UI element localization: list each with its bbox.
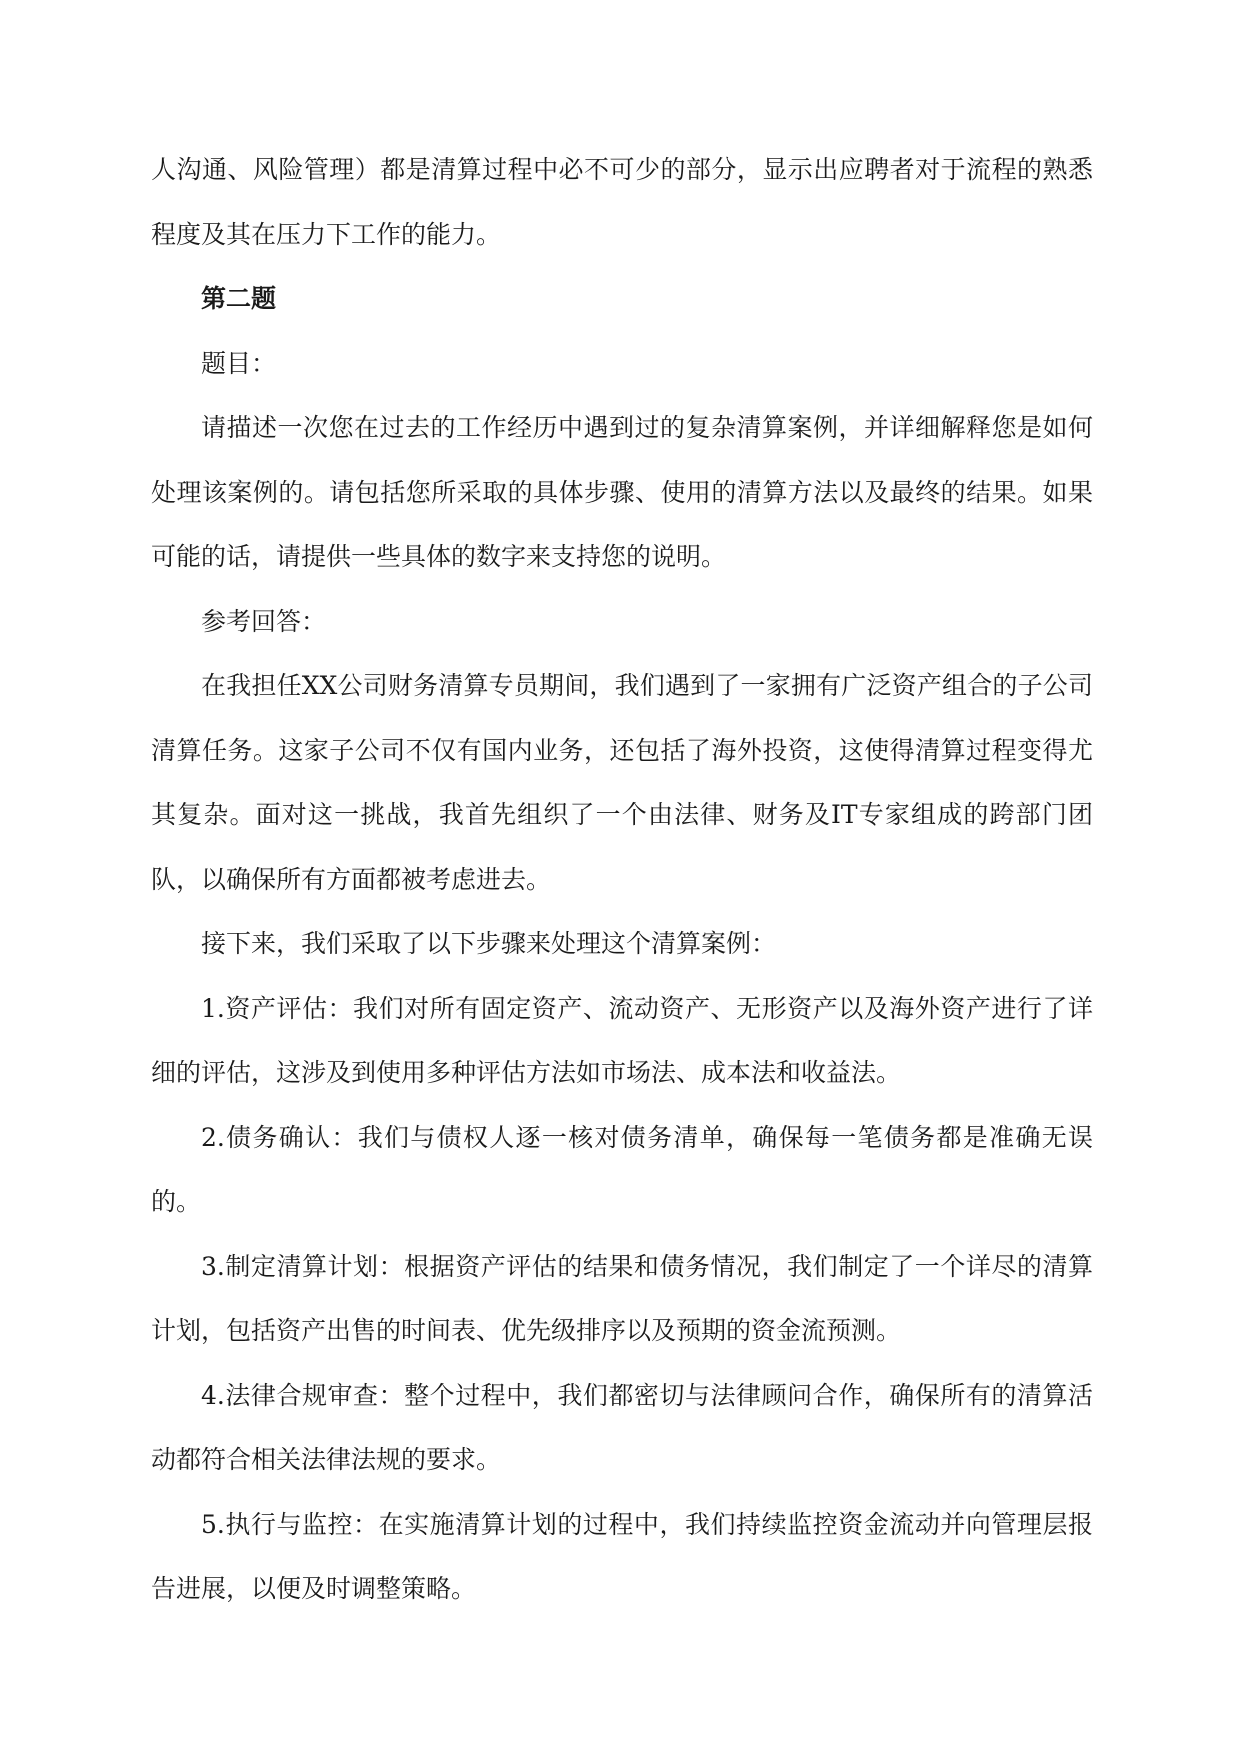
document-page [151, 138, 1093, 1622]
continuation-paragraph: 人沟通、风险管理）都是清算过程中必不可少的部分，显示出应聘者对于流程的熟悉程度及其在压力下工作的能力。 [151, 155, 1093, 249]
question-paragraph: 请描述一次您在过去的工作经历中遇到过的复杂清算案例，并详细解释您是如何处理该案例的。请包括您所采取的具体步骤、使用的清算方法以及最终的结果。如果可能的话，请提供一些具体的数字来支持您的说明。 [151, 413, 1093, 571]
section-heading: 第二题 [201, 284, 277, 313]
steps-intro: 接下来，我们采取了以下步骤来处理这个清算案例： [201, 929, 777, 958]
answer-label: 参考回答： [201, 606, 327, 636]
step-item: 2.债务确认：我们与债权人逐一核对债务清单，确保每一笔债务都是准确无误的。 [151, 1122, 1093, 1216]
step-item: 5.执行与监控：在实施清算计划的过程中，我们持续监控资金流动并向管理层报告进展，以便及时调整策略。 [151, 1509, 1093, 1603]
step-item: 4.法律合规审查：整个过程中，我们都密切与法律顾问合作，确保所有的清算活动都符合相关法律法规的要求。 [151, 1380, 1093, 1474]
answer-paragraph: 在我担任XX公司财务清算专员期间，我们遇到了一家拥有广泛资产组合的子公司清算任务。这家子公司不仅有国内业务，还包括了海外投资，这使得清算过程变得尤其复杂。面对这一挑战，我首先组织了一个由法律、财务及IT专家组成的跨部门团队，以确保所有方面都被考虑进去。 [151, 671, 1093, 894]
step-item: 3.制定清算计划：根据资产评估的结果和债务情况，我们制定了一个详尽的清算计划，包括资产出售的时间表、优先级排序以及预期的资金流预测。 [151, 1251, 1093, 1345]
step-item: 1.资产评估：我们对所有固定资产、流动资产、无形资产以及海外资产进行了详细的评估，这涉及到使用多种评估方法如市场法、成本法和收益法。 [151, 993, 1093, 1087]
question-label: 题目： [201, 348, 277, 378]
